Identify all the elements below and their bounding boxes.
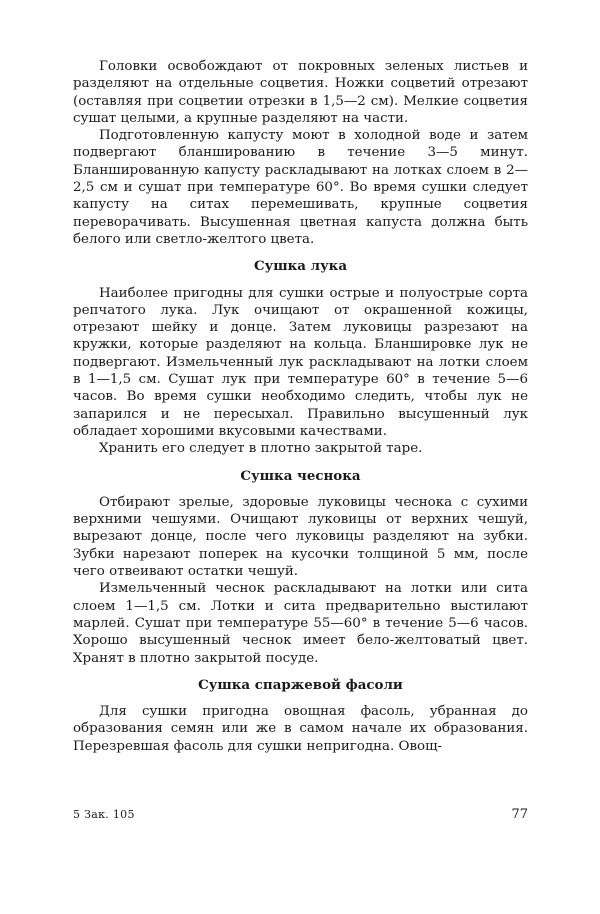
heading-garlic-drying: Сушка чеснока — [240, 467, 361, 484]
paragraph-garlic-drying: Измельченный чеснок раскладывают на лотки или сита слоем 1—1,5 см. Лотки и сита предварительно выстилают марлей. Сушат при температуре 55—60° в течение 5—6 часов. Хорошо высушенный чеснок имеет бело-желтоватый цвет. Хранят в плотно закрытой посуде. — [73, 581, 528, 666]
paragraph-bean-drying: Для сушки пригодна овощная фасоль, убранная до образования семян или же в самом начале их образования. Перезревшая фасоль для сушки непригодна. Овощ- — [73, 704, 528, 754]
page-body — [73, 58, 528, 755]
printer-signature: 5 Зак. 105 — [73, 808, 135, 821]
page-number: 77 — [511, 807, 528, 822]
paragraph-cauliflower-drying: Подготовленную капусту моют в холодной воде и затем подвергают бланшированию в течение 3—5 минут. Бланшированную капусту раскладывают на лотках слоем в 2—2,5 см и сушат при температуре 60°. Во время сушки следует капусту на ситах перемешивать, крупные соцветия переворачивать. Высушенная цветная капуста должна быть белого или светло-желтого цвета. — [73, 128, 528, 247]
paragraph-onion-drying: Наиболее пригодны для сушки острые и полуострые сорта репчатого лука. Лук очищают от окрашенной кожицы, отрезают шейку и донце. Затем луковицы разрезают на кружки, которые разделяют на кольца. Бланшировке лук не подвергают. Измельченный лук раскладывают на лотки слоем в 1—1,5 см. Сушат лук при температуре 60° в течение 5—6 часов. Во время сушки необходимо следить, чтобы лук не запарился и не пересыхал. Правильно высушенный лук обладает хорошими вкусовыми качествами. — [73, 285, 528, 439]
paragraph-cauliflower-prep: Головки освобождают от покровных зеленых листьев и разделяют на отдельные соцветия. Ножки соцветий отрезают (оставляя при соцветии отрезки в 1,5—2 см). Мелкие соцветия сушат целыми, а крупные разделяют на части. — [73, 59, 528, 126]
heading-bean-drying: Сушка спаржевой фасоли — [198, 676, 403, 693]
paragraph-garlic-prep: Отбирают зрелые, здоровые луковицы чеснока с сухими верхними чешуями. Очищают луковицы от верхних чешуй, вырезают донце, после чего луковицы разделяют на зубки. Зубки нарезают поперек на кусочки толщиной 5 мм, после чего отвеивают остатки чешуй. — [73, 494, 528, 580]
paragraph-onion-storage: Хранить его следует в плотно закрытой таре. — [99, 441, 423, 457]
heading-onion-drying: Сушка лука — [254, 258, 347, 275]
